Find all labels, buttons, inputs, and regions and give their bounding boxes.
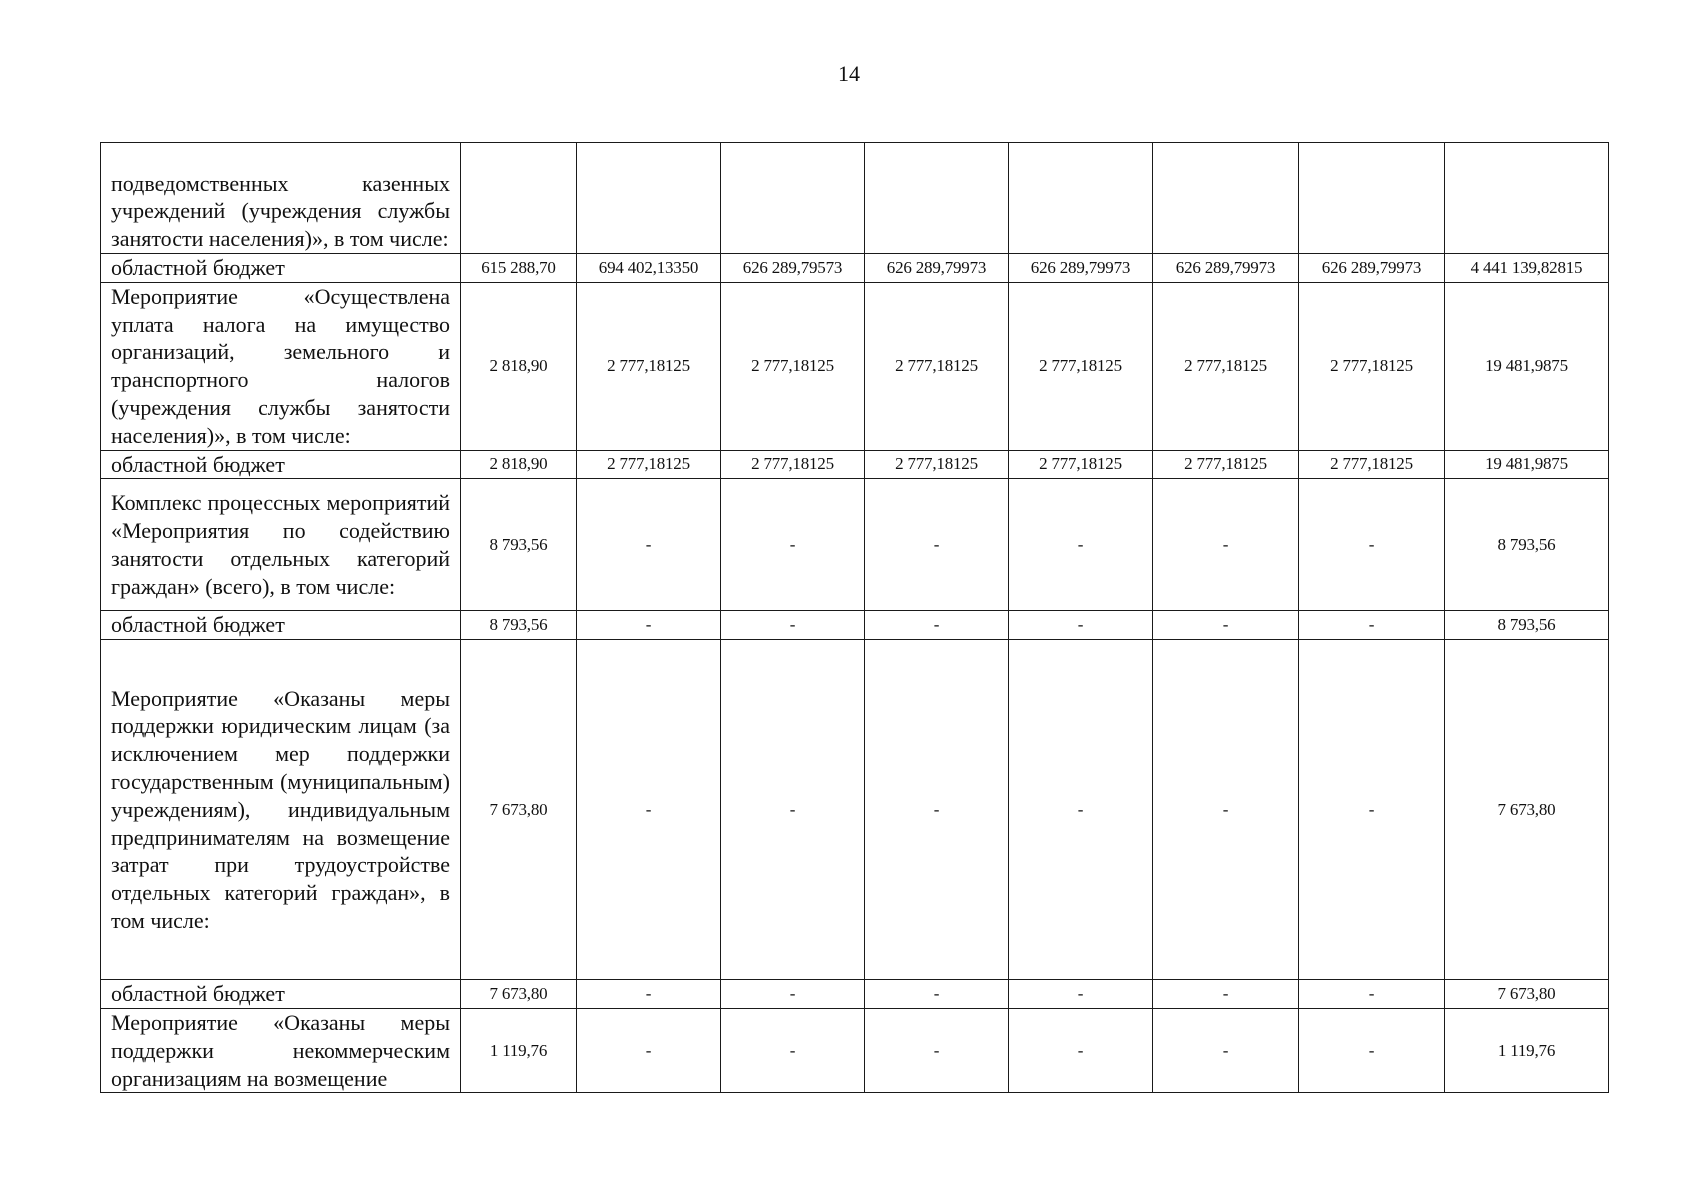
value-cell: 2 777,18125 [865, 450, 1009, 479]
value-cell: 2 777,18125 [577, 282, 721, 450]
value-cell: 19 481,9875 [1445, 282, 1609, 450]
row-description-legal-entities-support: Мероприятие «Оказаны меры поддержки юридическим лицам (за исключением мер поддержки государственным (муниципальным) учреждениям), индивидуальным предпринимателям на возмещение затрат при трудоустройстве отдельных категорий граждан», в том числе: [101, 640, 461, 980]
value-cell: - [577, 980, 721, 1009]
value-cell: 7 673,80 [1445, 640, 1609, 980]
value-cell [1153, 143, 1299, 254]
value-cell: 2 777,18125 [721, 450, 865, 479]
value-cell: - [865, 479, 1009, 611]
value-cell: - [1153, 1008, 1299, 1092]
row-description-subordinate-institutions-continuation: подведомственных казенных учреждений (учреждения службы занятости населения)», в том числе: [101, 143, 461, 254]
value-cell: 19 481,9875 [1445, 450, 1609, 479]
value-cell: 8 793,56 [461, 611, 577, 640]
value-cell: - [577, 640, 721, 980]
value-cell: 626 289,79973 [1153, 254, 1299, 283]
value-cell [461, 143, 577, 254]
value-cell: 7 673,80 [461, 980, 577, 1009]
value-cell: 2 818,90 [461, 282, 577, 450]
page-number: 14 [838, 61, 860, 86]
value-cell: 2 777,18125 [1299, 282, 1445, 450]
value-cell: 626 289,79973 [1299, 254, 1445, 283]
value-cell: 8 793,56 [1445, 611, 1609, 640]
activity-row [101, 479, 1609, 611]
value-cell [577, 143, 721, 254]
value-cell: - [721, 1008, 865, 1092]
value-cell: 626 289,79973 [865, 254, 1009, 283]
row-description-nonprofit-support: Мероприятие «Оказаны меры поддержки некоммерческим организациям на возмещение [101, 1008, 461, 1092]
value-cell: - [1153, 980, 1299, 1009]
value-cell: 8 793,56 [1445, 479, 1609, 611]
activity-row [101, 1008, 1609, 1092]
budget-row [101, 980, 1609, 1009]
value-cell: - [1153, 640, 1299, 980]
value-cell: - [865, 640, 1009, 980]
value-cell: - [865, 980, 1009, 1009]
value-cell: 7 673,80 [461, 640, 577, 980]
value-cell: 2 818,90 [461, 450, 577, 479]
value-cell: - [721, 640, 865, 980]
value-cell: 2 777,18125 [721, 282, 865, 450]
activity-row [101, 282, 1609, 450]
value-cell: - [1299, 611, 1445, 640]
value-cell: - [577, 479, 721, 611]
value-cell: 2 777,18125 [1153, 282, 1299, 450]
value-cell: 2 777,18125 [1009, 450, 1153, 479]
activity-row [101, 640, 1609, 980]
value-cell: - [865, 1008, 1009, 1092]
value-cell: - [1299, 1008, 1445, 1092]
value-cell: 1 119,76 [1445, 1008, 1609, 1092]
value-cell: 2 777,18125 [1299, 450, 1445, 479]
value-cell: - [1009, 611, 1153, 640]
value-cell: 2 777,18125 [1153, 450, 1299, 479]
value-cell: 2 777,18125 [1009, 282, 1153, 450]
budget-row [101, 611, 1609, 640]
value-cell: 615 288,70 [461, 254, 577, 283]
value-cell: 626 289,79573 [721, 254, 865, 283]
value-cell: - [1299, 980, 1445, 1009]
budget-table [100, 142, 1609, 1093]
row-description-regional-budget-1: областной бюджет [101, 254, 461, 283]
value-cell [1445, 143, 1609, 254]
value-cell: 8 793,56 [461, 479, 577, 611]
value-cell: 7 673,80 [1445, 980, 1609, 1009]
value-cell: - [721, 980, 865, 1009]
value-cell: - [865, 611, 1009, 640]
budget-row [101, 450, 1609, 479]
budget-row [101, 254, 1609, 283]
value-cell: 626 289,79973 [1009, 254, 1153, 283]
row-description-regional-budget-3: областной бюджет [101, 611, 461, 640]
value-cell: - [1009, 980, 1153, 1009]
row-description-property-tax-activity: Мероприятие «Осуществлена уплата налога на имущество организаций, земельного и транспортного налогов (учреждения службы занятости населения)», в том числе: [101, 282, 461, 450]
value-cell: - [1009, 1008, 1153, 1092]
value-cell: 2 777,18125 [865, 282, 1009, 450]
value-cell: - [1009, 640, 1153, 980]
value-cell: - [1153, 479, 1299, 611]
value-cell: - [577, 1008, 721, 1092]
value-cell: - [1299, 479, 1445, 611]
value-cell: 694 402,13350 [577, 254, 721, 283]
value-cell [1009, 143, 1153, 254]
row-description-employment-complex: Комплекс процессных мероприятий «Мероприятия по содействию занятости отдельных категорий граждан» (всего), в том числе: [101, 479, 461, 611]
value-cell: 2 777,18125 [577, 450, 721, 479]
value-cell [721, 143, 865, 254]
value-cell: - [1009, 479, 1153, 611]
value-cell [1299, 143, 1445, 254]
value-cell: - [1299, 640, 1445, 980]
value-cell: 1 119,76 [461, 1008, 577, 1092]
row-description-regional-budget-2: областной бюджет [101, 450, 461, 479]
value-cell [865, 143, 1009, 254]
row-description-regional-budget-4: областной бюджет [101, 980, 461, 1009]
value-cell: - [577, 611, 721, 640]
value-cell: 4 441 139,82815 [1445, 254, 1609, 283]
value-cell: - [721, 611, 865, 640]
value-cell: - [1153, 611, 1299, 640]
value-cell: - [721, 479, 865, 611]
activity-row [101, 143, 1609, 254]
